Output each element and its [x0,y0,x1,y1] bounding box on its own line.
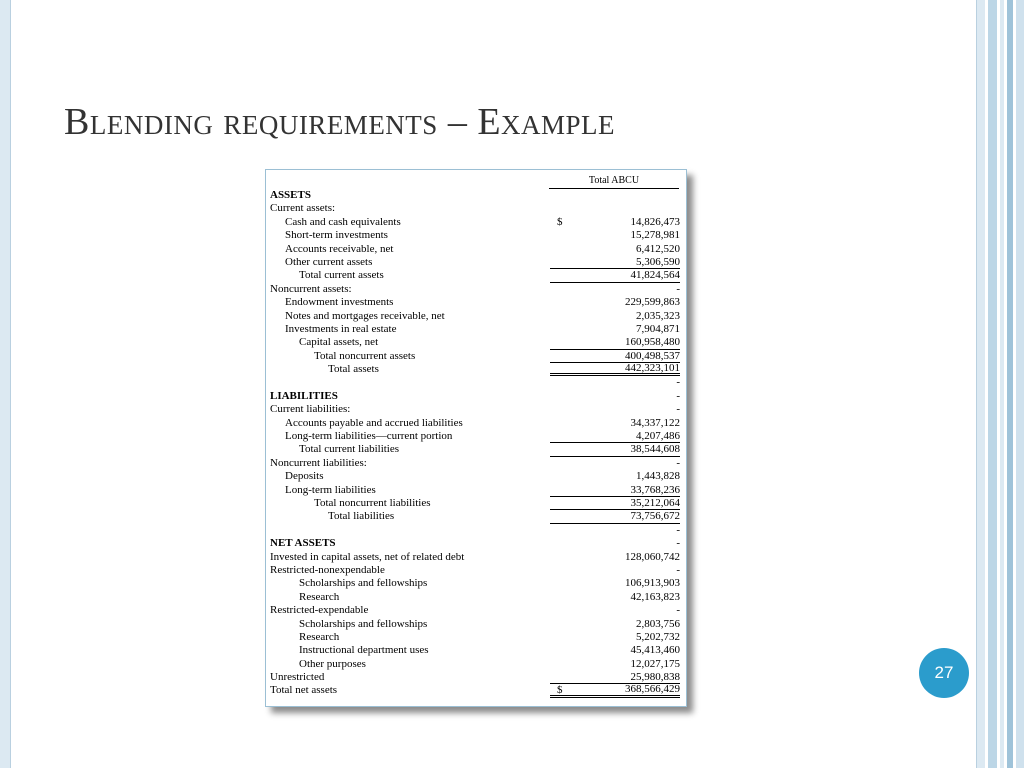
row-value: - [676,523,680,536]
table-row [270,551,680,564]
slide-title: Blending requirements – Example [64,101,616,143]
table-row [270,510,680,523]
row-value: 7,904,871 [636,322,680,335]
table-row [270,631,680,644]
row-label: Cash and cash equivalents [285,215,401,228]
row-value: 368,566,429 [550,684,680,697]
row-value: - [676,282,680,295]
row-value: 33,768,236 [550,484,680,497]
row-label: Deposits [285,470,324,483]
row-value: 15,278,981 [630,229,680,242]
table-row [270,564,680,577]
row-label: Instructional department uses [299,644,429,657]
row-label: Total noncurrent liabilities [314,496,431,509]
row-label: Total noncurrent assets [314,349,416,362]
row-value: 6,412,520 [636,242,680,255]
table-row [270,189,680,202]
row-label: Total net assets [270,684,338,697]
table-row [270,390,680,403]
row-value: 442,323,101 [550,363,680,376]
table-row [270,269,680,282]
table-row [270,323,680,336]
currency-symbol: $ [557,215,563,228]
table-row [270,376,680,389]
table-row [270,497,680,510]
table-row [270,671,680,684]
row-label: Endowment investments [285,296,394,309]
row-label: Total current liabilities [299,443,400,456]
statement-rows [270,189,680,698]
right-frame-stripes [976,0,1024,768]
row-label: Total assets [328,363,379,376]
row-label: Capital assets, net [299,336,379,349]
row-value: 229,599,863 [625,296,680,309]
row-value: 160,958,480 [550,336,680,349]
table-row [270,577,680,590]
row-value: 73,756,672 [550,510,680,523]
table-row [270,310,680,323]
table-row [270,363,680,376]
balance-sheet-image [265,169,687,707]
row-label: Scholarships and fellowships [299,617,428,630]
row-label: Accounts payable and accrued liabilities [285,416,463,429]
table-row [270,283,680,296]
table-row [270,684,680,697]
row-value: - [676,389,680,402]
row-label: Total current assets [299,269,384,282]
table-row [270,644,680,657]
row-value: 12,027,175 [630,657,680,670]
row-label: Total liabilities [328,510,395,523]
table-row [270,403,680,416]
row-label: Other current assets [285,255,373,268]
row-value: - [676,604,680,617]
table-row [270,524,680,537]
row-label: Short-term investments [285,229,388,242]
row-label: Unrestricted [270,671,325,684]
row-value: 45,413,460 [630,644,680,657]
row-label: Noncurrent liabilities: [270,456,367,469]
row-value: - [676,403,680,416]
row-label: Accounts receivable, net [285,242,394,255]
row-value: - [676,376,680,389]
table-row [270,296,680,309]
row-value: 42,163,823 [630,590,680,603]
row-value: 41,824,564 [550,269,680,282]
row-label: Invested in capital assets, net of related debt [270,550,465,563]
row-value: - [676,563,680,576]
table-row [270,350,680,363]
row-value: 2,035,323 [636,309,680,322]
page-number-badge: 27 [919,648,969,698]
table-row [270,430,680,443]
row-label: Research [299,630,340,643]
row-label: Restricted-nonexpendable [270,563,385,576]
row-value: - [676,456,680,469]
table-row [270,537,680,550]
table-row [270,443,680,456]
row-value: 4,207,486 [550,430,680,443]
table-row [270,229,680,242]
row-value: 2,803,756 [636,617,680,630]
row-value: - [676,537,680,550]
row-value: 128,060,742 [625,550,680,563]
table-row [270,470,680,483]
row-value: 400,498,537 [550,350,680,363]
row-value: 25,980,838 [550,671,680,684]
row-label: Other purposes [299,657,366,670]
row-label: Long-term liabilities—current portion [285,430,453,443]
table-row [270,484,680,497]
row-label: Current liabilities: [270,403,351,416]
currency-symbol: $ [557,684,563,697]
table-row [270,243,680,256]
row-label: Noncurrent assets: [270,282,352,295]
table-row [270,417,680,430]
row-label: LIABILITIES [270,389,338,402]
row-value: 14,826,473 [630,215,680,228]
row-label: Research [299,590,340,603]
table-row [270,658,680,671]
row-label: Restricted-expendable [270,604,369,617]
table-row [270,256,680,269]
table-row [270,457,680,470]
table-row [270,618,680,631]
row-label: Current assets: [270,202,336,215]
table-row [270,216,680,229]
column-header: Total ABCU [549,175,679,189]
row-value: 5,202,732 [636,630,680,643]
row-label: Scholarships and fellowships [299,577,428,590]
row-label: ASSETS [270,189,311,201]
table-row [270,604,680,617]
table-row [270,591,680,604]
row-value: 34,337,122 [630,416,680,429]
row-label: Notes and mortgages receivable, net [285,309,445,322]
table-row [270,336,680,349]
row-label: Long-term liabilities [285,483,376,496]
row-label: Investments in real estate [285,322,397,335]
left-frame-border [0,0,11,768]
row-value: 38,544,608 [550,443,680,456]
row-value: 106,913,903 [625,577,680,590]
row-value: 5,306,590 [550,256,680,269]
row-value: 1,443,828 [636,470,680,483]
row-value: 35,212,064 [550,497,680,510]
row-label: NET ASSETS [270,537,336,550]
table-row [270,202,680,215]
